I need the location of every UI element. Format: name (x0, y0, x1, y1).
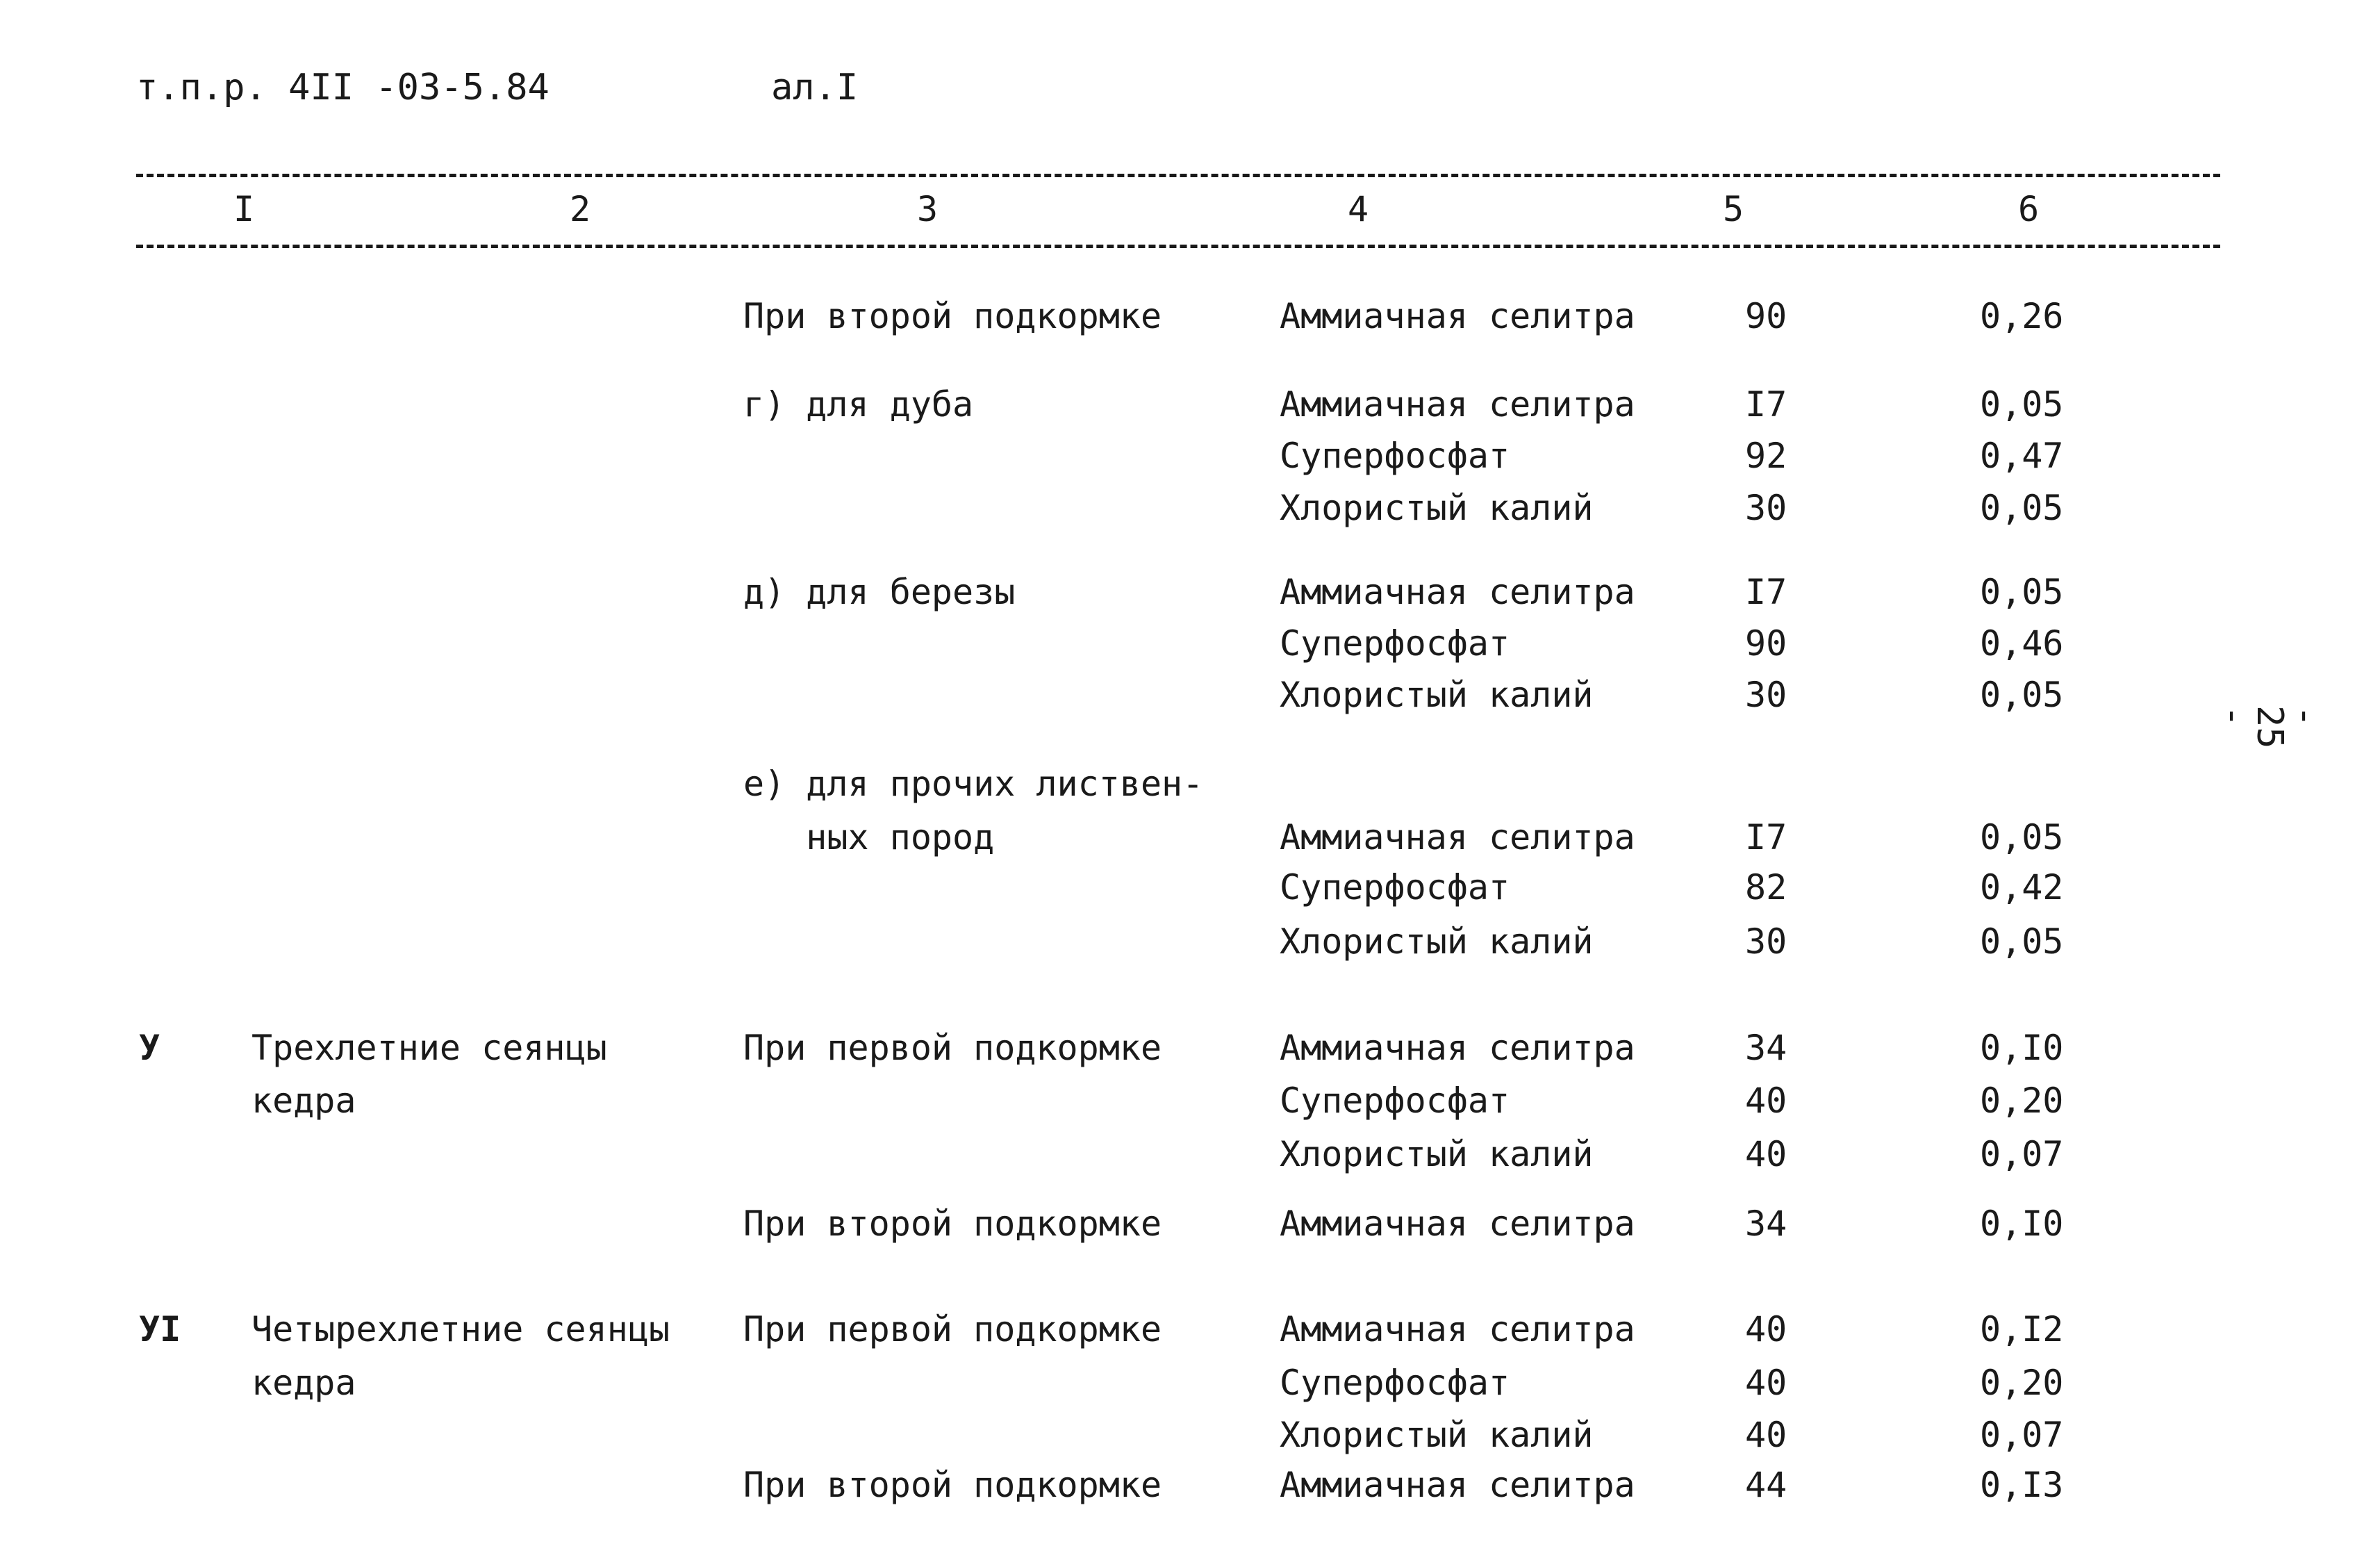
table-cell-rate: 0,42 (1980, 867, 2064, 908)
table-cell-amount: 90 (1745, 296, 1787, 336)
table-cell-crop: кедра (251, 1081, 356, 1121)
table-cell-amount: 40 (1745, 1415, 1787, 1455)
table-cell-fertilizer: Аммиачная селитра (1280, 1309, 1635, 1349)
table-cell-amount: I7 (1745, 384, 1787, 425)
table-cell-fertilizer: Аммиачная селитра (1280, 1028, 1635, 1068)
table-cell-rate: 0,05 (1980, 817, 2064, 857)
table-cell-rate: 0,07 (1980, 1134, 2064, 1174)
table-cell-fertilizer: Аммиачная селитра (1280, 296, 1635, 336)
table-cell-amount: I7 (1745, 817, 1787, 857)
column-header-4: 4 (1348, 189, 1369, 229)
table-cell-fertilizer: Аммиачная селитра (1280, 384, 1635, 425)
table-cell-fertilizer: Суперфосфат (1280, 436, 1510, 476)
table-cell-amount: 40 (1745, 1081, 1787, 1121)
table-cell-fertilizer: Хлористый калий (1280, 1415, 1594, 1455)
table-cell-amount: 44 (1745, 1465, 1787, 1505)
table-cell-rate: 0,I0 (1980, 1028, 2064, 1068)
column-header-3: 3 (917, 189, 939, 229)
table-cell-fertilizer: Хлористый калий (1280, 1134, 1594, 1174)
table-cell-rate: 0,05 (1980, 572, 2064, 612)
table-cell-amount: 30 (1745, 488, 1787, 528)
table-cell-rate: 0,05 (1980, 488, 2064, 528)
table-cell-crop: кедра (251, 1363, 356, 1403)
table-cell-fertilizer: Суперфосфат (1280, 623, 1510, 664)
sheet-label: ал.I (771, 67, 859, 108)
table-cell-rate: 0,I2 (1980, 1309, 2064, 1349)
table-cell-number: УI (139, 1309, 181, 1349)
table-cell-amount: 40 (1745, 1134, 1787, 1174)
table-cell-method: ных пород (743, 817, 995, 857)
table-cell-amount: 34 (1745, 1028, 1787, 1068)
table-cell-amount: 90 (1745, 623, 1787, 664)
table-cell-method: При второй подкормке (743, 296, 1162, 336)
table-cell-method: г) для дуба (743, 384, 974, 425)
table-cell-rate: 0,05 (1980, 921, 2064, 962)
table-cell-rate: 0,05 (1980, 384, 2064, 425)
table-top-rule (136, 174, 2220, 177)
table-cell-fertilizer: Аммиачная селитра (1280, 1465, 1635, 1505)
table-cell-amount: 30 (1745, 921, 1787, 962)
table-header-rule (136, 245, 2220, 248)
table-cell-rate: 0,I3 (1980, 1465, 2064, 1505)
table-cell-fertilizer: Аммиачная селитра (1280, 1204, 1635, 1244)
column-header-6: 6 (2018, 189, 2040, 229)
table-cell-amount: 82 (1745, 867, 1787, 908)
table-cell-fertilizer: Хлористый калий (1280, 921, 1594, 962)
table-cell-number: У (139, 1028, 160, 1068)
table-cell-amount: I7 (1745, 572, 1787, 612)
table-cell-method: При первой подкормке (743, 1309, 1162, 1349)
table-cell-method: При первой подкормке (743, 1028, 1162, 1068)
table-cell-amount: 40 (1745, 1363, 1787, 1403)
table-cell-rate: 0,20 (1980, 1081, 2064, 1121)
table-cell-fertilizer: Хлористый калий (1280, 675, 1594, 715)
column-header-5: 5 (1723, 189, 1744, 229)
table-cell-fertilizer: Суперфосфат (1280, 1363, 1510, 1403)
table-cell-method: д) для березы (743, 572, 1016, 612)
table-cell-rate: 0,26 (1980, 296, 2064, 336)
page-number: - 25 - (2213, 705, 2327, 749)
table-cell-rate: 0,07 (1980, 1415, 2064, 1455)
table-cell-amount: 92 (1745, 436, 1787, 476)
table-cell-fertilizer: Аммиачная селитра (1280, 572, 1635, 612)
table-cell-crop: Четырехлетние сеянцы (251, 1309, 670, 1349)
table-cell-fertilizer: Суперфосфат (1280, 867, 1510, 908)
table-cell-amount: 34 (1745, 1204, 1787, 1244)
table-cell-method: При второй подкормке (743, 1204, 1162, 1244)
table-cell-fertilizer: Аммиачная селитра (1280, 817, 1635, 857)
column-header-2: 2 (570, 189, 591, 229)
table-cell-method: При второй подкормке (743, 1465, 1162, 1505)
table-cell-fertilizer: Суперфосфат (1280, 1081, 1510, 1121)
column-header-1: I (233, 189, 255, 229)
table-cell-crop: Трехлетние сеянцы (251, 1028, 607, 1068)
table-cell-rate: 0,05 (1980, 675, 2064, 715)
table-cell-fertilizer: Хлористый калий (1280, 488, 1594, 528)
table-cell-amount: 40 (1745, 1309, 1787, 1349)
table-cell-rate: 0,I0 (1980, 1204, 2064, 1244)
table-cell-amount: 30 (1745, 675, 1787, 715)
table-cell-rate: 0,47 (1980, 436, 2064, 476)
table-cell-method: е) для прочих листвен- (743, 764, 1204, 804)
table-cell-rate: 0,20 (1980, 1363, 2064, 1403)
table-cell-rate: 0,46 (1980, 623, 2064, 664)
document-code: т.п.р. 4II -03-5.84 (136, 67, 549, 108)
